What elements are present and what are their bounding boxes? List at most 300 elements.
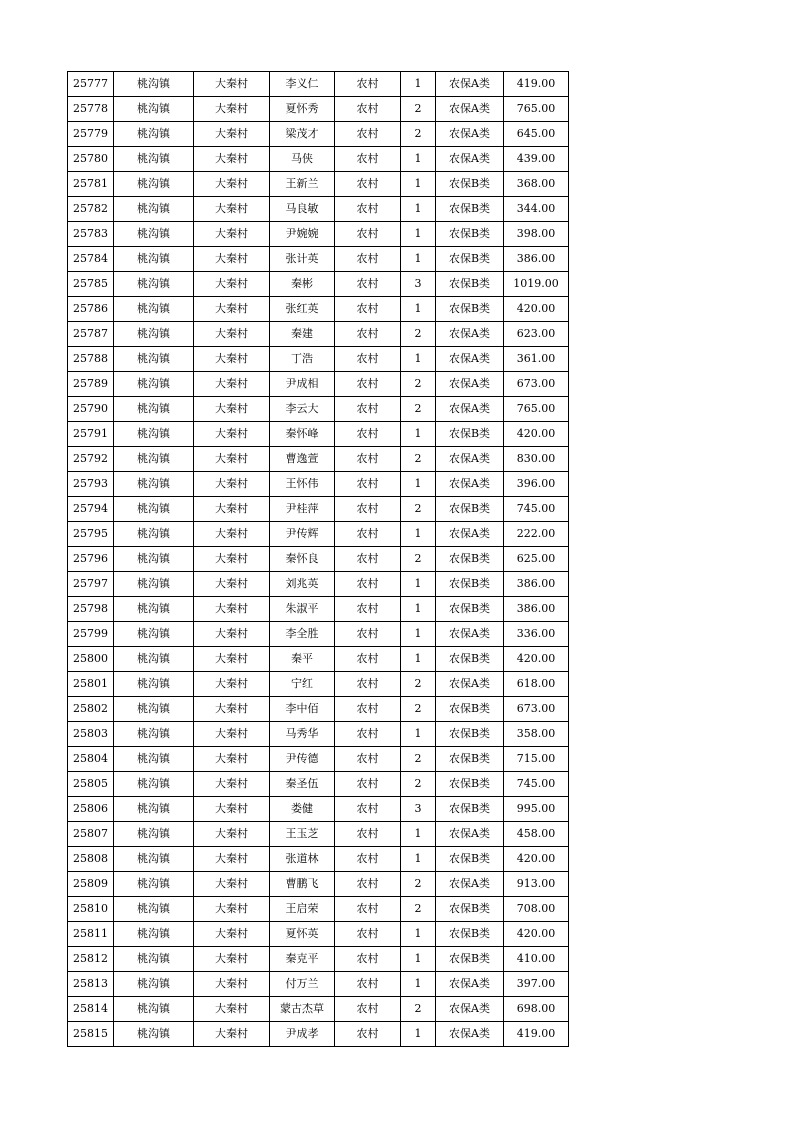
table-row — [68, 947, 569, 972]
village-cell: 大秦村 — [194, 872, 270, 897]
household-type-cell: 农村 — [335, 672, 401, 697]
town-cell: 桃沟镇 — [114, 347, 194, 372]
record-id-cell: 25813 — [68, 972, 114, 997]
record-id-cell: 25780 — [68, 147, 114, 172]
record-id-cell: 25800 — [68, 647, 114, 672]
amount-cell: 358.00 — [504, 722, 569, 747]
member-count-cell: 2 — [401, 997, 436, 1022]
village-cell: 大秦村 — [194, 297, 270, 322]
insurance-category-cell: 农保B类 — [436, 897, 504, 922]
village-cell: 大秦村 — [194, 772, 270, 797]
member-count-cell: 2 — [401, 772, 436, 797]
member-count-cell: 1 — [401, 647, 436, 672]
person-name-cell: 秦平 — [270, 647, 335, 672]
amount-cell: 745.00 — [504, 772, 569, 797]
household-type-cell: 农村 — [335, 972, 401, 997]
village-cell: 大秦村 — [194, 972, 270, 997]
town-cell: 桃沟镇 — [114, 222, 194, 247]
record-id-cell: 25799 — [68, 622, 114, 647]
member-count-cell: 1 — [401, 72, 436, 97]
amount-cell: 913.00 — [504, 872, 569, 897]
person-name-cell: 尹传德 — [270, 747, 335, 772]
member-count-cell: 2 — [401, 97, 436, 122]
table-row — [68, 872, 569, 897]
person-name-cell: 曹鹏飞 — [270, 872, 335, 897]
amount-cell: 420.00 — [504, 422, 569, 447]
person-name-cell: 秦克平 — [270, 947, 335, 972]
table-row — [68, 547, 569, 572]
table-row — [68, 372, 569, 397]
amount-cell: 396.00 — [504, 472, 569, 497]
member-count-cell: 1 — [401, 972, 436, 997]
person-name-cell: 马良敏 — [270, 197, 335, 222]
village-cell: 大秦村 — [194, 947, 270, 972]
town-cell: 桃沟镇 — [114, 447, 194, 472]
insurance-category-cell: 农保B类 — [436, 197, 504, 222]
table-row — [68, 772, 569, 797]
insurance-category-cell: 农保A类 — [436, 147, 504, 172]
person-name-cell: 张红英 — [270, 297, 335, 322]
record-id-cell: 25811 — [68, 922, 114, 947]
amount-cell: 410.00 — [504, 947, 569, 972]
village-cell: 大秦村 — [194, 322, 270, 347]
amount-cell: 673.00 — [504, 697, 569, 722]
table-row — [68, 497, 569, 522]
person-name-cell: 王新兰 — [270, 172, 335, 197]
amount-cell: 708.00 — [504, 897, 569, 922]
town-cell: 桃沟镇 — [114, 922, 194, 947]
member-count-cell: 1 — [401, 147, 436, 172]
table-row — [68, 797, 569, 822]
town-cell: 桃沟镇 — [114, 697, 194, 722]
person-name-cell: 马侠 — [270, 147, 335, 172]
household-type-cell: 农村 — [335, 922, 401, 947]
person-name-cell: 付万兰 — [270, 972, 335, 997]
town-cell: 桃沟镇 — [114, 972, 194, 997]
village-cell: 大秦村 — [194, 822, 270, 847]
table-row — [68, 197, 569, 222]
amount-cell: 830.00 — [504, 447, 569, 472]
town-cell: 桃沟镇 — [114, 497, 194, 522]
village-cell: 大秦村 — [194, 622, 270, 647]
record-id-cell: 25792 — [68, 447, 114, 472]
insurance-category-cell: 农保A类 — [436, 822, 504, 847]
member-count-cell: 1 — [401, 422, 436, 447]
member-count-cell: 3 — [401, 272, 436, 297]
village-cell: 大秦村 — [194, 922, 270, 947]
person-name-cell: 尹成孝 — [270, 1022, 335, 1047]
person-name-cell: 丁浩 — [270, 347, 335, 372]
record-id-cell: 25810 — [68, 897, 114, 922]
person-name-cell: 秦圣伍 — [270, 772, 335, 797]
record-id-cell: 25788 — [68, 347, 114, 372]
record-id-cell: 25797 — [68, 572, 114, 597]
insurance-category-cell: 农保B类 — [436, 947, 504, 972]
insurance-category-cell: 农保A类 — [436, 1022, 504, 1047]
table-row — [68, 397, 569, 422]
town-cell: 桃沟镇 — [114, 547, 194, 572]
table-row — [68, 147, 569, 172]
amount-cell: 420.00 — [504, 297, 569, 322]
person-name-cell: 尹婉婉 — [270, 222, 335, 247]
village-cell: 大秦村 — [194, 672, 270, 697]
table-row — [68, 272, 569, 297]
table-row — [68, 822, 569, 847]
village-cell: 大秦村 — [194, 147, 270, 172]
member-count-cell: 1 — [401, 847, 436, 872]
insurance-category-cell: 农保A类 — [436, 72, 504, 97]
town-cell: 桃沟镇 — [114, 322, 194, 347]
member-count-cell: 1 — [401, 572, 436, 597]
household-type-cell: 农村 — [335, 822, 401, 847]
household-type-cell: 农村 — [335, 872, 401, 897]
household-type-cell: 农村 — [335, 897, 401, 922]
person-name-cell: 宁红 — [270, 672, 335, 697]
insurance-category-cell: 农保B类 — [436, 697, 504, 722]
household-type-cell: 农村 — [335, 597, 401, 622]
record-id-cell: 25793 — [68, 472, 114, 497]
amount-cell: 398.00 — [504, 222, 569, 247]
table-row — [68, 897, 569, 922]
village-cell: 大秦村 — [194, 197, 270, 222]
village-cell: 大秦村 — [194, 372, 270, 397]
town-cell: 桃沟镇 — [114, 597, 194, 622]
table-row — [68, 122, 569, 147]
table-row — [68, 522, 569, 547]
household-type-cell: 农村 — [335, 647, 401, 672]
record-id-cell: 25814 — [68, 997, 114, 1022]
table-row — [68, 972, 569, 997]
record-id-cell: 25787 — [68, 322, 114, 347]
household-type-cell: 农村 — [335, 947, 401, 972]
record-id-cell: 25815 — [68, 1022, 114, 1047]
person-name-cell: 夏怀英 — [270, 922, 335, 947]
member-count-cell: 2 — [401, 747, 436, 772]
record-id-cell: 25803 — [68, 722, 114, 747]
member-count-cell: 2 — [401, 322, 436, 347]
table-row — [68, 1022, 569, 1047]
amount-cell: 645.00 — [504, 122, 569, 147]
person-name-cell: 秦怀良 — [270, 547, 335, 572]
table-row — [68, 697, 569, 722]
town-cell: 桃沟镇 — [114, 672, 194, 697]
town-cell: 桃沟镇 — [114, 747, 194, 772]
person-name-cell: 秦怀峰 — [270, 422, 335, 447]
person-name-cell: 王怀伟 — [270, 472, 335, 497]
town-cell: 桃沟镇 — [114, 797, 194, 822]
record-id-cell: 25796 — [68, 547, 114, 572]
insurance-category-cell: 农保B类 — [436, 272, 504, 297]
village-cell: 大秦村 — [194, 1022, 270, 1047]
insurance-category-cell: 农保A类 — [436, 997, 504, 1022]
table-row — [68, 297, 569, 322]
town-cell: 桃沟镇 — [114, 397, 194, 422]
insurance-category-cell: 农保B类 — [436, 247, 504, 272]
member-count-cell: 2 — [401, 697, 436, 722]
person-name-cell: 王启荣 — [270, 897, 335, 922]
table-row — [68, 322, 569, 347]
roster-body — [68, 72, 569, 1047]
town-cell: 桃沟镇 — [114, 872, 194, 897]
member-count-cell: 1 — [401, 722, 436, 747]
household-type-cell: 农村 — [335, 422, 401, 447]
town-cell: 桃沟镇 — [114, 897, 194, 922]
insurance-category-cell: 农保A类 — [436, 872, 504, 897]
insurance-category-cell: 农保A类 — [436, 522, 504, 547]
record-id-cell: 25801 — [68, 672, 114, 697]
insurance-category-cell: 农保B类 — [436, 172, 504, 197]
insurance-category-cell: 农保A类 — [436, 97, 504, 122]
record-id-cell: 25789 — [68, 372, 114, 397]
village-cell: 大秦村 — [194, 397, 270, 422]
table-row — [68, 97, 569, 122]
insurance-category-cell: 农保B类 — [436, 797, 504, 822]
table-row — [68, 247, 569, 272]
village-cell: 大秦村 — [194, 97, 270, 122]
member-count-cell: 1 — [401, 922, 436, 947]
town-cell: 桃沟镇 — [114, 722, 194, 747]
record-id-cell: 25802 — [68, 697, 114, 722]
insurance-category-cell: 农保B类 — [436, 747, 504, 772]
record-id-cell: 25777 — [68, 72, 114, 97]
amount-cell: 765.00 — [504, 97, 569, 122]
insurance-category-cell: 农保A类 — [436, 622, 504, 647]
town-cell: 桃沟镇 — [114, 522, 194, 547]
table-row — [68, 672, 569, 697]
member-count-cell: 2 — [401, 547, 436, 572]
table-row — [68, 172, 569, 197]
person-name-cell: 夏怀秀 — [270, 97, 335, 122]
amount-cell: 386.00 — [504, 247, 569, 272]
table-row — [68, 472, 569, 497]
village-cell: 大秦村 — [194, 497, 270, 522]
record-id-cell: 25808 — [68, 847, 114, 872]
insurance-category-cell: 农保B类 — [436, 847, 504, 872]
record-id-cell: 25807 — [68, 822, 114, 847]
amount-cell: 222.00 — [504, 522, 569, 547]
person-name-cell: 李云大 — [270, 397, 335, 422]
town-cell: 桃沟镇 — [114, 272, 194, 297]
town-cell: 桃沟镇 — [114, 372, 194, 397]
household-type-cell: 农村 — [335, 447, 401, 472]
insurance-category-cell: 农保B类 — [436, 422, 504, 447]
insurance-category-cell: 农保A类 — [436, 372, 504, 397]
household-type-cell: 农村 — [335, 322, 401, 347]
village-cell: 大秦村 — [194, 422, 270, 447]
insurance-category-cell: 农保A类 — [436, 672, 504, 697]
member-count-cell: 1 — [401, 297, 436, 322]
person-name-cell: 张计英 — [270, 247, 335, 272]
insurance-category-cell: 农保B类 — [436, 922, 504, 947]
town-cell: 桃沟镇 — [114, 572, 194, 597]
insurance-category-cell: 农保B类 — [436, 497, 504, 522]
insurance-category-cell: 农保B类 — [436, 647, 504, 672]
member-count-cell: 1 — [401, 472, 436, 497]
village-cell: 大秦村 — [194, 747, 270, 772]
household-type-cell: 农村 — [335, 72, 401, 97]
insurance-category-cell: 农保B类 — [436, 297, 504, 322]
person-name-cell: 尹桂萍 — [270, 497, 335, 522]
record-id-cell: 25794 — [68, 497, 114, 522]
table-row — [68, 647, 569, 672]
record-id-cell: 25779 — [68, 122, 114, 147]
member-count-cell: 2 — [401, 672, 436, 697]
table-row — [68, 622, 569, 647]
amount-cell: 397.00 — [504, 972, 569, 997]
person-name-cell: 李全胜 — [270, 622, 335, 647]
amount-cell: 386.00 — [504, 597, 569, 622]
member-count-cell: 1 — [401, 172, 436, 197]
household-type-cell: 农村 — [335, 622, 401, 647]
town-cell: 桃沟镇 — [114, 947, 194, 972]
table-row — [68, 347, 569, 372]
record-id-cell: 25791 — [68, 422, 114, 447]
amount-cell: 673.00 — [504, 372, 569, 397]
village-cell: 大秦村 — [194, 797, 270, 822]
member-count-cell: 1 — [401, 247, 436, 272]
table-row — [68, 597, 569, 622]
member-count-cell: 1 — [401, 822, 436, 847]
household-type-cell: 农村 — [335, 247, 401, 272]
insurance-category-cell: 农保B类 — [436, 222, 504, 247]
record-id-cell: 25781 — [68, 172, 114, 197]
village-cell: 大秦村 — [194, 222, 270, 247]
member-count-cell: 1 — [401, 947, 436, 972]
amount-cell: 419.00 — [504, 72, 569, 97]
member-count-cell: 2 — [401, 372, 436, 397]
household-type-cell: 农村 — [335, 847, 401, 872]
village-cell: 大秦村 — [194, 522, 270, 547]
person-name-cell: 娄健 — [270, 797, 335, 822]
town-cell: 桃沟镇 — [114, 822, 194, 847]
amount-cell: 765.00 — [504, 397, 569, 422]
amount-cell: 715.00 — [504, 747, 569, 772]
table-row — [68, 447, 569, 472]
town-cell: 桃沟镇 — [114, 772, 194, 797]
member-count-cell: 1 — [401, 222, 436, 247]
amount-cell: 336.00 — [504, 622, 569, 647]
member-count-cell: 1 — [401, 1022, 436, 1047]
member-count-cell: 2 — [401, 447, 436, 472]
amount-cell: 439.00 — [504, 147, 569, 172]
table-row — [68, 422, 569, 447]
amount-cell: 344.00 — [504, 197, 569, 222]
member-count-cell: 1 — [401, 622, 436, 647]
village-cell: 大秦村 — [194, 722, 270, 747]
member-count-cell: 2 — [401, 497, 436, 522]
insurance-category-cell: 农保B类 — [436, 547, 504, 572]
household-type-cell: 农村 — [335, 122, 401, 147]
record-id-cell: 25786 — [68, 297, 114, 322]
record-id-cell: 25805 — [68, 772, 114, 797]
table-row — [68, 72, 569, 97]
person-name-cell: 蒙古杰草 — [270, 997, 335, 1022]
person-name-cell: 梁茂才 — [270, 122, 335, 147]
table-row — [68, 847, 569, 872]
member-count-cell: 2 — [401, 122, 436, 147]
household-type-cell: 农村 — [335, 222, 401, 247]
insurance-category-cell: 农保B类 — [436, 772, 504, 797]
person-name-cell: 李义仁 — [270, 72, 335, 97]
town-cell: 桃沟镇 — [114, 997, 194, 1022]
record-id-cell: 25804 — [68, 747, 114, 772]
household-type-cell: 农村 — [335, 747, 401, 772]
town-cell: 桃沟镇 — [114, 72, 194, 97]
member-count-cell: 3 — [401, 797, 436, 822]
amount-cell: 618.00 — [504, 672, 569, 697]
record-id-cell: 25790 — [68, 397, 114, 422]
village-cell: 大秦村 — [194, 347, 270, 372]
amount-cell: 419.00 — [504, 1022, 569, 1047]
person-name-cell: 尹传辉 — [270, 522, 335, 547]
village-cell: 大秦村 — [194, 272, 270, 297]
household-type-cell: 农村 — [335, 722, 401, 747]
town-cell: 桃沟镇 — [114, 172, 194, 197]
town-cell: 桃沟镇 — [114, 147, 194, 172]
member-count-cell: 1 — [401, 597, 436, 622]
member-count-cell: 1 — [401, 197, 436, 222]
table-row — [68, 572, 569, 597]
record-id-cell: 25795 — [68, 522, 114, 547]
village-cell: 大秦村 — [194, 597, 270, 622]
table-row — [68, 997, 569, 1022]
village-cell: 大秦村 — [194, 447, 270, 472]
record-id-cell: 25798 — [68, 597, 114, 622]
village-cell: 大秦村 — [194, 897, 270, 922]
household-type-cell: 农村 — [335, 797, 401, 822]
person-name-cell: 曹逸萱 — [270, 447, 335, 472]
amount-cell: 1019.00 — [504, 272, 569, 297]
member-count-cell: 2 — [401, 897, 436, 922]
town-cell: 桃沟镇 — [114, 97, 194, 122]
amount-cell: 420.00 — [504, 847, 569, 872]
town-cell: 桃沟镇 — [114, 197, 194, 222]
insurance-category-cell: 农保A类 — [436, 322, 504, 347]
insurance-category-cell: 农保A类 — [436, 972, 504, 997]
household-type-cell: 农村 — [335, 522, 401, 547]
person-name-cell: 王玉芝 — [270, 822, 335, 847]
village-cell: 大秦村 — [194, 997, 270, 1022]
household-type-cell: 农村 — [335, 997, 401, 1022]
amount-cell: 698.00 — [504, 997, 569, 1022]
town-cell: 桃沟镇 — [114, 1022, 194, 1047]
household-type-cell: 农村 — [335, 397, 401, 422]
village-cell: 大秦村 — [194, 572, 270, 597]
member-count-cell: 2 — [401, 397, 436, 422]
town-cell: 桃沟镇 — [114, 472, 194, 497]
amount-cell: 458.00 — [504, 822, 569, 847]
town-cell: 桃沟镇 — [114, 297, 194, 322]
household-type-cell: 农村 — [335, 547, 401, 572]
record-id-cell: 25812 — [68, 947, 114, 972]
insurance-category-cell: 农保B类 — [436, 597, 504, 622]
town-cell: 桃沟镇 — [114, 622, 194, 647]
insurance-category-cell: 农保B类 — [436, 722, 504, 747]
town-cell: 桃沟镇 — [114, 422, 194, 447]
town-cell: 桃沟镇 — [114, 122, 194, 147]
amount-cell: 420.00 — [504, 922, 569, 947]
person-name-cell: 李中佰 — [270, 697, 335, 722]
person-name-cell: 尹成相 — [270, 372, 335, 397]
insurance-category-cell: 农保A类 — [436, 472, 504, 497]
amount-cell: 386.00 — [504, 572, 569, 597]
table-row — [68, 922, 569, 947]
household-type-cell: 农村 — [335, 697, 401, 722]
person-name-cell: 朱淑平 — [270, 597, 335, 622]
person-name-cell: 马秀华 — [270, 722, 335, 747]
person-name-cell: 刘兆英 — [270, 572, 335, 597]
amount-cell: 745.00 — [504, 497, 569, 522]
